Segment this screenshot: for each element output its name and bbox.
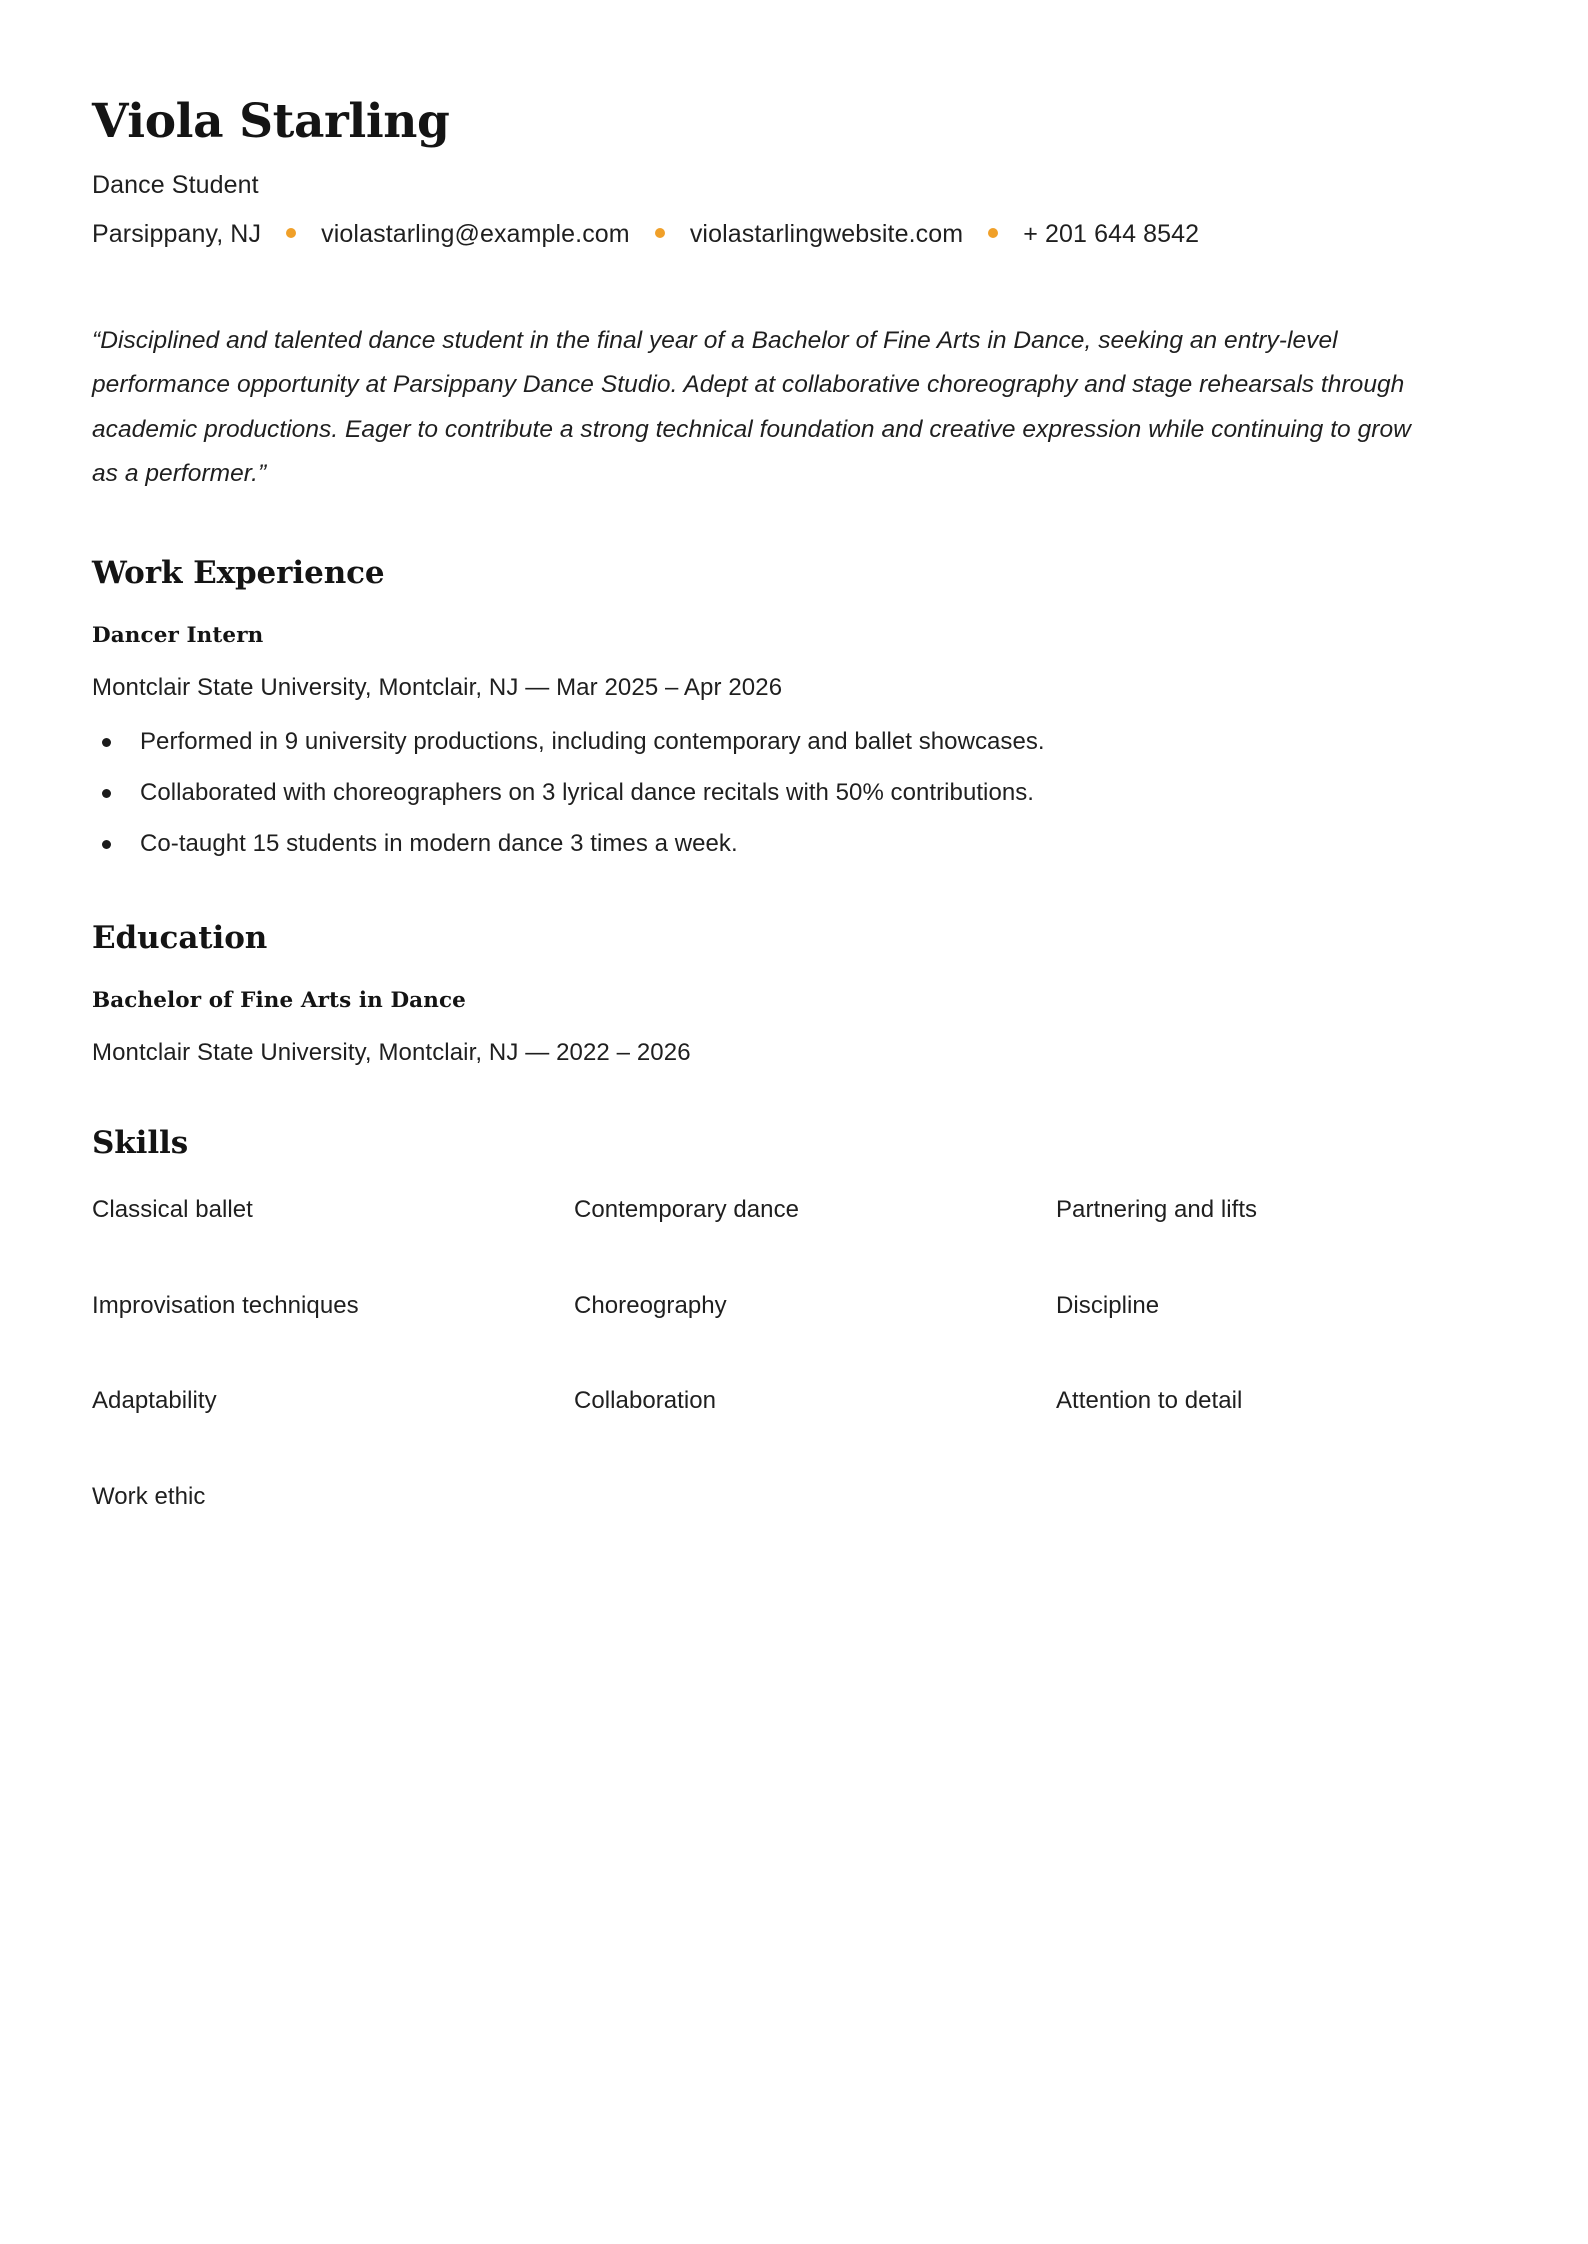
professional-summary: “Disciplined and talented dance student in the final year of a Bachelor of Fine Arts in Dance, seeking an entry-level performance opportunity at Parsippany Dance Studio. Adept at collaborative choreography and stage rehearsals through academic productions. Eager to contribute a strong technical foundation and creative expression while continuing to grow as a performer.” xyxy=(92,326,1411,488)
contact-website[interactable]: violastarlingwebsite.com xyxy=(689,220,964,249)
skill-item: Partnering and lifts xyxy=(1056,1195,1258,1223)
skill-item: Attention to detail xyxy=(1056,1387,1243,1415)
resume-header xyxy=(92,96,1496,253)
skill-item: Improvisation techniques xyxy=(92,1291,359,1319)
contact-line xyxy=(92,217,1352,253)
skill-item: Discipline xyxy=(1056,1291,1160,1319)
skills-heading: Skills xyxy=(92,1124,189,1161)
list-item: Co-taught 15 students in modern dance 3 times a week. xyxy=(92,826,1496,862)
separator-dot-icon xyxy=(988,228,998,238)
skill-item: Contemporary dance xyxy=(574,1195,800,1223)
separator-dot-icon xyxy=(655,228,665,238)
candidate-job-title: Dance Student xyxy=(92,170,259,199)
work-experience-heading: Work Experience xyxy=(92,554,385,591)
job-title: Dancer Intern xyxy=(92,622,264,648)
skill-item: Adaptability xyxy=(92,1387,217,1415)
job-responsibility-list xyxy=(92,724,1496,862)
skill-item: Choreography xyxy=(574,1291,727,1319)
work-experience-entry xyxy=(92,623,1496,862)
education-section xyxy=(92,920,1496,1067)
skill-item: Classical ballet xyxy=(92,1195,253,1223)
school-dates: Montclair State University, Montclair, NJ — 2022 – 2026 xyxy=(92,1038,691,1066)
education-entry xyxy=(92,988,1496,1067)
separator-dot-icon xyxy=(286,228,296,238)
skill-item: Work ethic xyxy=(92,1482,206,1510)
contact-location: Parsippany, NJ xyxy=(92,220,262,249)
list-item: Collaborated with choreographers on 3 lyrical dance recitals with 50% contributions. xyxy=(92,775,1496,811)
education-heading: Education xyxy=(92,919,268,956)
job-employer-dates: Montclair State University, Montclair, NJ — Mar 2025 – Apr 2026 xyxy=(92,673,783,701)
work-experience-section xyxy=(92,555,1496,862)
list-item: Performed in 9 university productions, including contemporary and ballet showcases. xyxy=(92,724,1496,760)
skill-item: Collaboration xyxy=(574,1387,717,1415)
skills-grid xyxy=(92,1193,1496,1575)
skills-section xyxy=(92,1125,1496,1575)
contact-phone[interactable]: + 201 644 8542 xyxy=(1023,220,1200,249)
contact-email[interactable]: violastarling@example.com xyxy=(321,220,630,249)
candidate-name: Viola Starling xyxy=(92,94,450,149)
degree-title: Bachelor of Fine Arts in Dance xyxy=(92,987,466,1013)
